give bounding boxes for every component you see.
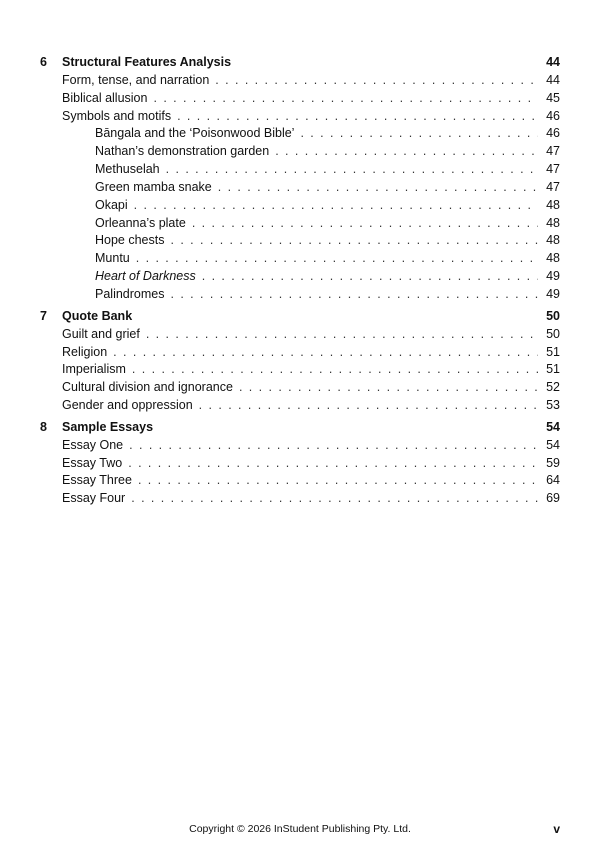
toc-entry[interactable]	[40, 326, 560, 344]
section-page-number: 44	[546, 55, 560, 69]
entry-page-number: 47	[546, 179, 560, 194]
toc-section	[40, 419, 560, 508]
entry-page-number: 59	[546, 455, 560, 470]
entry-page-number: 48	[546, 197, 560, 212]
dot-leader	[132, 361, 538, 379]
entry-title: Cultural division and ignorance	[62, 380, 233, 395]
dot-leader	[170, 232, 538, 250]
page-footer	[0, 823, 600, 839]
entry-title: Imperialism	[62, 362, 126, 377]
toc-section-heading[interactable]	[40, 308, 560, 326]
dot-leader	[134, 197, 538, 215]
dot-leader	[202, 268, 538, 286]
entry-title: Okapi	[95, 197, 128, 212]
dot-leader	[218, 179, 538, 197]
toc-entry[interactable]	[40, 472, 560, 490]
entry-page-number: 50	[546, 326, 560, 341]
entry-title: Orleanna’s plate	[95, 215, 186, 230]
entry-title: Bāngala and the ‘Poisonwood Bible’	[95, 126, 295, 141]
toc-section	[40, 308, 560, 415]
toc-entry[interactable]	[40, 455, 560, 473]
toc-entry[interactable]	[40, 379, 560, 397]
dot-leader	[177, 108, 538, 126]
entry-title: Essay Three	[62, 473, 132, 488]
entry-page-number: 48	[546, 251, 560, 266]
entry-page-number: 46	[546, 126, 560, 141]
entry-title: Heart of Darkness	[95, 269, 196, 284]
entry-page-number: 44	[546, 72, 560, 87]
entry-title: Hope chests	[95, 233, 165, 248]
toc-subentry[interactable]	[40, 215, 560, 233]
toc-subentry[interactable]	[40, 161, 560, 179]
entry-page-number: 69	[546, 491, 560, 506]
dot-leader	[199, 397, 538, 415]
table-of-contents	[40, 54, 560, 512]
entry-title: Essay Two	[62, 455, 123, 470]
section-title: Structural Features Analysis	[62, 55, 232, 69]
entry-title: Guilt and grief	[62, 326, 140, 341]
dot-leader	[239, 379, 538, 397]
toc-section	[40, 54, 560, 304]
entry-title: Palindromes	[95, 286, 165, 301]
toc-section-heading[interactable]	[40, 54, 560, 72]
toc-entry[interactable]	[40, 72, 560, 90]
entry-title: Religion	[62, 344, 108, 359]
entry-page-number: 47	[546, 162, 560, 177]
dot-leader	[153, 90, 538, 108]
entry-title: Green mamba snake	[95, 179, 212, 194]
dot-leader	[136, 250, 538, 268]
section-page-number: 50	[546, 308, 560, 323]
toc-subentry[interactable]	[40, 179, 560, 197]
entry-page-number: 53	[546, 398, 560, 413]
copyright-notice: Copyright © 2026 InStudent Publishing Pty. Ltd.	[189, 823, 411, 835]
entry-title: Symbols and motifs	[62, 108, 172, 123]
toc-subentry[interactable]	[40, 125, 560, 143]
entry-title: Essay Four	[62, 491, 126, 506]
entry-page-number: 49	[546, 286, 560, 301]
entry-title: Form, tense, and narration	[62, 72, 210, 87]
toc-subentry[interactable]	[40, 268, 560, 286]
dot-leader	[166, 161, 538, 179]
entry-page-number: 49	[546, 269, 560, 284]
toc-subentry[interactable]	[40, 197, 560, 215]
dot-leader	[146, 326, 538, 344]
toc-entry[interactable]	[40, 397, 560, 415]
dot-leader	[275, 143, 538, 161]
section-page-number: 54	[546, 419, 560, 434]
entry-title: Gender and oppression	[62, 398, 193, 413]
toc-entry[interactable]	[40, 344, 560, 362]
dot-leader	[129, 437, 538, 455]
toc-entry[interactable]	[40, 437, 560, 455]
dot-leader	[215, 72, 538, 90]
entry-title: Nathan’s demonstration garden	[95, 144, 270, 159]
toc-subentry[interactable]	[40, 250, 560, 268]
section-number: 6	[40, 55, 47, 69]
dot-leader	[192, 215, 538, 233]
toc-entry[interactable]	[40, 90, 560, 108]
entry-page-number: 64	[546, 473, 560, 488]
dot-leader	[128, 455, 538, 473]
dot-leader	[131, 490, 538, 508]
section-number: 7	[40, 308, 47, 323]
toc-subentry[interactable]	[40, 286, 560, 304]
section-title: Sample Essays	[62, 419, 154, 434]
section-number: 8	[40, 419, 47, 434]
entry-title: Essay One	[62, 437, 124, 452]
entry-title: Biblical allusion	[62, 90, 148, 105]
entry-page-number: 46	[546, 108, 560, 123]
entry-page-number: 54	[546, 437, 560, 452]
toc-entry[interactable]	[40, 490, 560, 508]
entry-page-number: 51	[546, 362, 560, 377]
toc-section-heading[interactable]	[40, 419, 560, 437]
entry-page-number: 52	[546, 380, 560, 395]
dot-leader	[170, 286, 538, 304]
entry-page-number: 51	[546, 344, 560, 359]
toc-subentry[interactable]	[40, 143, 560, 161]
page-number: v	[553, 822, 560, 836]
entry-title: Methuselah	[95, 162, 160, 177]
toc-subentry[interactable]	[40, 232, 560, 250]
entry-page-number: 48	[546, 233, 560, 248]
entry-page-number: 48	[546, 215, 560, 230]
section-title: Quote Bank	[62, 308, 133, 323]
entry-title: Muntu	[95, 251, 130, 266]
entry-page-number: 47	[546, 144, 560, 159]
dot-leader	[113, 344, 538, 362]
toc-entry[interactable]	[40, 108, 560, 126]
entry-page-number: 45	[546, 90, 560, 105]
dot-leader	[138, 472, 538, 490]
dot-leader	[300, 125, 538, 143]
toc-entry[interactable]	[40, 361, 560, 379]
